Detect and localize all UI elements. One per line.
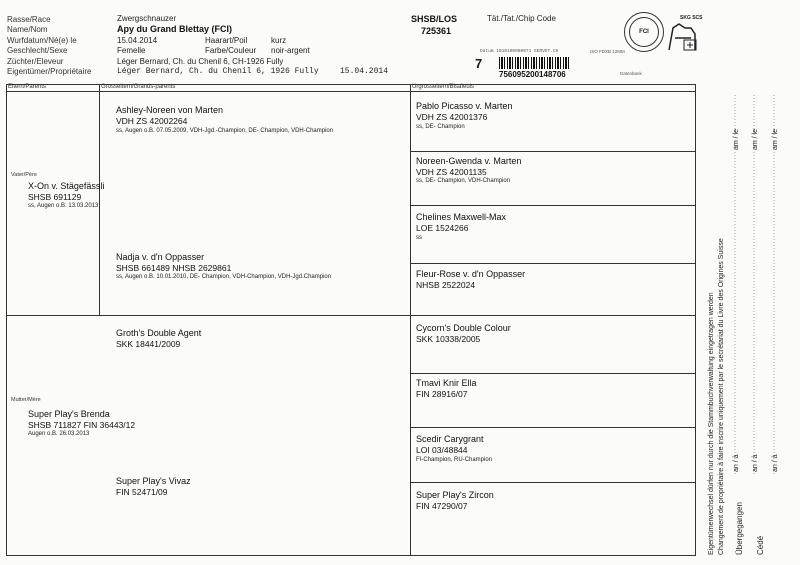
dam-label: Mutter/Mère [11, 397, 41, 403]
label-breeder: Züchter/Eleveur [7, 57, 64, 66]
label-birthdate: Wurfdatum/Né(e) le [7, 36, 77, 45]
great-grandparent-name: Scedir Carygrant [416, 434, 484, 444]
great-grandparent-name: Super Play's Zircon [416, 490, 494, 500]
color-label: Farbe/Couleur [205, 46, 257, 55]
shsb-number: 725361 [421, 26, 452, 36]
skg-text: SKG SCS [680, 15, 703, 21]
sire-reg: SHSB 691129 [28, 192, 82, 202]
dam-info: Augen o.B. 26.03.2013 [28, 431, 90, 437]
tattoo-label: Tät./Tat./Chip Code [487, 14, 556, 23]
dog-name-value: Apy du Grand Blettay (FCI) [117, 24, 233, 34]
breeder-value: Léger Bernard, Ch. du Chenil 6, CH-1926 Fully [117, 57, 284, 66]
skg-logo-icon [665, 20, 701, 54]
great-grandparent-reg: FIN 28916/07 [416, 389, 468, 399]
great-grandparent-reg: LOI 03/48844 [416, 445, 468, 455]
owner-value: Léger Bernard, Ch. du Chenil 6, 1926 Fully [117, 67, 319, 76]
great-grandparent-reg: FIN 47290/07 [416, 501, 468, 511]
uebergegangen-label: Übergegangen [735, 502, 744, 555]
great-grandparent-name: Cycorn's Double Colour [416, 323, 511, 333]
barcode-icon [499, 57, 569, 69]
great-grandparent-name: Tmavi Knir Ella [416, 378, 477, 388]
fci-logo-icon [624, 12, 664, 52]
fci-text: FCI [629, 17, 659, 47]
grandparent-reg: SHSB 661489 NHSB 2629861 [116, 263, 232, 273]
great-grandparent-info: ss, DE- Champion [416, 124, 465, 130]
great-grandparent-name: Chelines Maxwell-Max [416, 212, 507, 222]
sex-value: Femelle [117, 46, 146, 55]
cede-label: Cédé [756, 535, 765, 555]
coat-label: Haarart/Poil [205, 36, 248, 45]
grandparent-reg: VDH ZS 42002264 [116, 116, 188, 126]
pedigree-grid [6, 84, 696, 556]
an-a-1: an / à [733, 454, 740, 472]
dam-reg: SHSB 711827 FIN 36443/12 [28, 420, 136, 430]
grandparent-info: ss, Augen o.B. 07.05.2009, VDH-Jgd.-Champion, DE- Champion, VDH-Champion [116, 128, 334, 134]
color-value: noir-argent [271, 46, 310, 55]
label-owner: Eigentümer/Propriétaire [7, 67, 92, 76]
great-grandparent-reg: NHSB 2522024 [416, 280, 476, 290]
great-grandparent-name: Pablo Picasso v. Marten [416, 101, 513, 111]
am-le-2: am / le [752, 128, 759, 150]
col-header-parents: Eltern/Parents [8, 84, 47, 90]
sire-name: X-On v. Stägefässli [28, 181, 105, 191]
an-a-2: an / à [752, 454, 759, 472]
stamp-line: Datum 1010100000071 SERVET.CH [480, 49, 559, 54]
great-grandparent-name: Fleur-Rose v. d'n Oppasser [416, 269, 526, 279]
side-dotted-lines [725, 95, 785, 560]
grandparent-name: Groth's Double Agent [116, 328, 202, 338]
an-a-3: an / à [772, 454, 779, 472]
great-grandparent-info: ss [416, 235, 422, 241]
grandparent-name: Super Play's Vivaz [116, 476, 191, 486]
col-header-grandparents: Grosseltern/Grands-parents [101, 84, 176, 90]
great-grandparent-info: FI-Champion, RU-Champion [416, 457, 493, 463]
great-grandparent-name: Noreen-Gwenda v. Marten [416, 156, 522, 166]
col-header-great-grandparents: Urgrosseltern/Bisaïeuls [412, 84, 475, 90]
birthdate-value: 15.04.2014 [117, 36, 158, 45]
great-grandparent-info: ss, DE- Champion, VDH-Champion [416, 178, 511, 184]
side-note-de: Eigentümerwechsel dürfen nur durch die Stammbuchverwaltung eingetragen werden [708, 292, 715, 555]
grandparent-name: Ashley-Noreen von Marten [116, 105, 224, 115]
chip-small: Datenbank [620, 71, 642, 76]
great-grandparent-reg: LOE 1524266 [416, 223, 469, 233]
am-le-1: am / le [733, 128, 740, 150]
label-race: Rasse/Race [7, 15, 51, 24]
breed-value: Zwergschnauzer [117, 14, 177, 23]
label-name: Name/Nom [7, 25, 48, 34]
dam-name: Super Play's Brenda [28, 409, 110, 419]
coat-value: kurz [271, 36, 287, 45]
chip-digit: 7 [475, 56, 483, 71]
owner-date: 15.04.2014 [340, 67, 389, 76]
grandparent-reg: SKK 18441/2009 [116, 339, 181, 349]
shsb-label: SHSB/LOS [411, 14, 458, 24]
sire-label: Vater/Père [11, 172, 37, 178]
iso-label: ISO FDXB 12MM [590, 49, 625, 54]
side-note-fr: Changement de propriétaire à faire inscrire uniquement par le secrétariat du Livre des Origines Suisse [718, 238, 725, 555]
grandparent-info: ss, Augen o.B. 10.01.2010, DE- Champion, VDH-Champion, VDH-Jgd.Champion [116, 274, 332, 280]
great-grandparent-reg: VDH ZS 42001376 [416, 112, 488, 122]
great-grandparent-reg: VDH ZS 42001135 [416, 167, 487, 177]
grandparent-name: Nadja v. d'n Oppasser [116, 252, 205, 262]
label-sex: Geschlecht/Sexe [7, 46, 68, 55]
great-grandparent-reg: SKK 10338/2005 [416, 334, 481, 344]
sire-info: ss, Augen o.B. 13.03.2013 [28, 203, 99, 209]
am-le-3: am / le [772, 128, 779, 150]
chip-code: 756095200148706 [499, 70, 566, 79]
grandparent-reg: FIN 52471/09 [116, 487, 168, 497]
